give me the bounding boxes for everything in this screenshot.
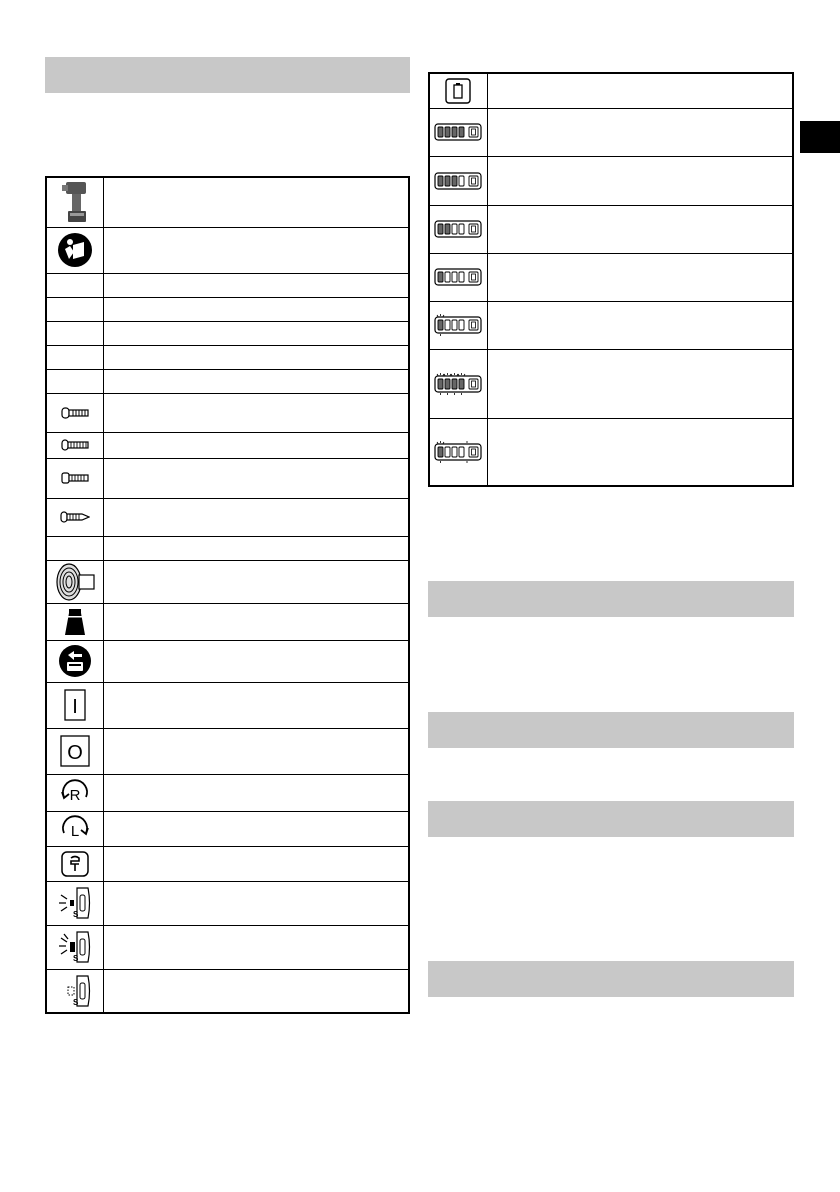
- svg-text:I: I: [71, 696, 78, 718]
- hex-bolt-icon: [61, 472, 89, 484]
- battery-cell: [452, 224, 457, 234]
- indicator-description: [487, 418, 793, 486]
- machine-screw-icon: [61, 407, 89, 419]
- symbol-table: [45, 176, 410, 1014]
- symbol-description: [103, 297, 409, 321]
- section-heading-bar: [428, 801, 794, 837]
- battery-level-4-icon: [434, 122, 482, 142]
- battery-cell: [445, 320, 450, 330]
- tapping-screw-icon: [60, 511, 90, 523]
- table-row: [46, 345, 409, 369]
- table-row: [46, 227, 409, 273]
- switch-on-icon: [64, 689, 86, 721]
- battery-cell: [452, 320, 457, 330]
- battery-level-2-icon: [434, 219, 482, 239]
- light-mode-2-icon: [57, 929, 93, 965]
- battery-empty-icon: [445, 78, 471, 104]
- light-mode-off-icon: [57, 973, 93, 1009]
- section-heading-bar: [428, 581, 794, 617]
- table-row: [46, 273, 409, 297]
- table-row: [429, 108, 793, 156]
- table-row: [429, 349, 793, 418]
- symbol-description: [103, 846, 409, 881]
- table-row: [46, 811, 409, 846]
- indicator-description: [487, 108, 793, 156]
- section-heading-bar: [428, 712, 794, 748]
- battery-cell: [452, 176, 457, 186]
- rotate-left-icon: [59, 814, 91, 844]
- indicator-description: [487, 156, 793, 205]
- battery-cell: [452, 379, 457, 389]
- battery-cell: [459, 447, 464, 457]
- symbol-description: [103, 536, 409, 560]
- symbol-description: [103, 774, 409, 811]
- table-row: [46, 728, 409, 774]
- table-row: [46, 774, 409, 811]
- table-row: [46, 369, 409, 393]
- symbol-description: [103, 682, 409, 728]
- table-row: [429, 73, 793, 108]
- light-mode-1-icon: [57, 885, 93, 921]
- battery-cell: [459, 320, 464, 330]
- battery-cell: [459, 379, 464, 389]
- battery-level-1-icon: [434, 267, 482, 287]
- battery-cell: [452, 272, 457, 282]
- battery-cell: [452, 447, 457, 457]
- battery-cell: [445, 176, 450, 186]
- table-row: [46, 536, 409, 560]
- svg-text:S: S: [72, 997, 79, 1007]
- svg-text:S: S: [72, 954, 79, 963]
- symbol-description: [103, 369, 409, 393]
- rotate-right-icon: [59, 778, 91, 808]
- battery-level-3-icon: [434, 171, 482, 191]
- indicator-description: [487, 301, 793, 349]
- symbol-description: [103, 811, 409, 846]
- battery-cell: [459, 272, 464, 282]
- table-row: [46, 458, 409, 498]
- battery-cell: [459, 176, 464, 186]
- symbol-description: [103, 925, 409, 969]
- battery-cell: [438, 272, 443, 282]
- table-row: [429, 418, 793, 486]
- table-row: [46, 393, 409, 432]
- table-row: [429, 301, 793, 349]
- battery-cell: [445, 127, 450, 137]
- symbol-description: [103, 227, 409, 273]
- battery-cell: [438, 447, 443, 457]
- table-row: [46, 560, 409, 603]
- battery-cell: [438, 320, 443, 330]
- table-row: [46, 297, 409, 321]
- indicator-description: [487, 253, 793, 301]
- table-row: [46, 682, 409, 728]
- table-row: [429, 205, 793, 253]
- battery-removal-icon: [58, 644, 92, 678]
- section-heading-bar: [45, 57, 410, 93]
- table-row: [46, 321, 409, 345]
- battery-cell: [459, 127, 464, 137]
- symbol-description: [103, 969, 409, 1013]
- svg-text:L: L: [70, 822, 79, 840]
- table-row: [46, 640, 409, 682]
- battery-blink-all-icon: [434, 370, 482, 398]
- battery-cell: [445, 379, 450, 389]
- switch-off-icon: [60, 735, 90, 767]
- symbol-description: [103, 498, 409, 536]
- indicator-description: [487, 349, 793, 418]
- symbol-description: [103, 458, 409, 498]
- symbol-description: [103, 881, 409, 925]
- symbol-description: [103, 640, 409, 682]
- table-row: [429, 156, 793, 205]
- battery-cell: [445, 224, 450, 234]
- battery-indicator-table: [428, 72, 794, 487]
- symbol-description: [103, 393, 409, 432]
- symbol-description: [103, 560, 409, 603]
- battery-cell: [459, 224, 464, 234]
- symbol-description: [103, 273, 409, 297]
- battery-cell: [438, 379, 443, 389]
- read-manual-icon: [57, 232, 93, 268]
- section-heading-bar: [428, 961, 794, 997]
- table-row: [46, 846, 409, 881]
- symbol-description: [103, 603, 409, 640]
- table-row: [46, 432, 409, 458]
- table-row: [46, 177, 409, 227]
- battery-blink-1-icon: [434, 313, 482, 337]
- battery-cell: [445, 447, 450, 457]
- symbol-description: [103, 321, 409, 345]
- battery-cell: [452, 127, 457, 137]
- screw-mode-icon: [61, 851, 89, 877]
- svg-text:O: O: [66, 742, 83, 764]
- battery-cell: [438, 127, 443, 137]
- battery-cell: [438, 176, 443, 186]
- socket-bit-icon: [53, 562, 97, 602]
- indicator-description: [487, 73, 793, 108]
- battery-cell: [438, 224, 443, 234]
- table-row: [46, 925, 409, 969]
- short-screw-icon: [61, 439, 89, 451]
- table-row: [429, 253, 793, 301]
- bell-weight-icon: [60, 607, 90, 637]
- symbol-description: [103, 177, 409, 227]
- symbol-description: [103, 345, 409, 369]
- battery-cell: [445, 272, 450, 282]
- symbol-description: [103, 728, 409, 774]
- table-row: [46, 969, 409, 1013]
- svg-text:R: R: [69, 786, 81, 804]
- svg-text:S: S: [72, 910, 79, 919]
- language-tab: [800, 121, 840, 153]
- symbol-description: [103, 432, 409, 458]
- battery-blink-alternate-icon: [434, 438, 482, 466]
- table-row: [46, 498, 409, 536]
- table-row: [46, 603, 409, 640]
- indicator-description: [487, 205, 793, 253]
- impact-driver-icon: [60, 180, 90, 224]
- table-row: [46, 881, 409, 925]
